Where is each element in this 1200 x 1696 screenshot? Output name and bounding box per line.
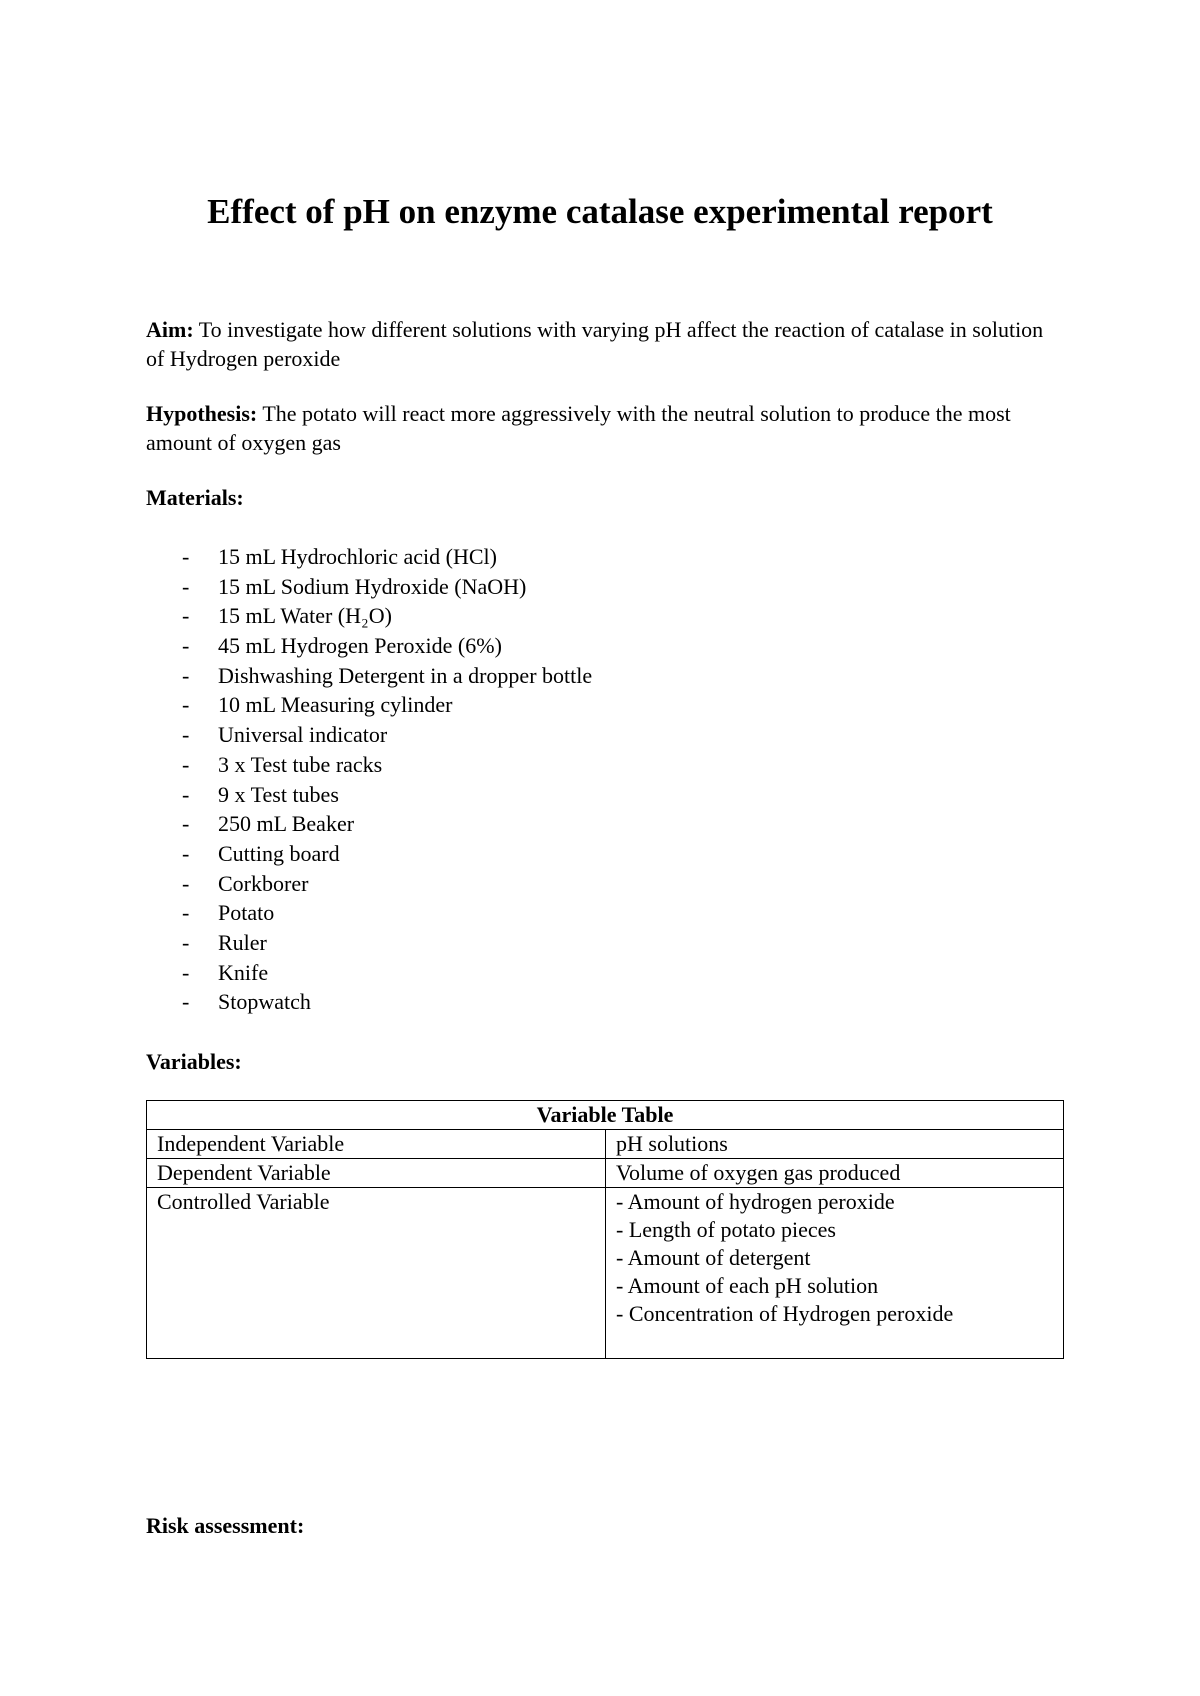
material-text: Corkborer <box>218 870 309 896</box>
aim-text: To investigate how different solutions with varying pH affect the reaction of catalase in solution of Hydrogen peroxide <box>146 317 1044 371</box>
material-text: Cutting board <box>218 840 340 866</box>
material-text: 250 mL Beaker <box>218 811 355 837</box>
variable-table <box>146 1100 1064 1359</box>
list-bullet: - <box>182 840 190 866</box>
aim-paragraph <box>146 316 1066 373</box>
table-row <box>147 1130 1064 1159</box>
list-item <box>146 780 1046 810</box>
aim-label: Aim: <box>146 317 194 342</box>
controlled-variable-line: - Amount of detergent <box>616 1245 811 1270</box>
list-item <box>146 898 1046 928</box>
list-bullet: - <box>182 692 190 718</box>
list-item <box>146 839 1046 869</box>
variable-value-cell <box>606 1188 1064 1359</box>
controlled-variable-line: - Amount of hydrogen peroxide <box>616 1189 895 1214</box>
controlled-variable-line: - Amount of each pH solution <box>616 1273 879 1298</box>
list-item <box>146 958 1046 988</box>
material-text: 45 mL Hydrogen Peroxide (6%) <box>218 633 502 659</box>
controlled-variable-line: - Concentration of Hydrogen peroxide <box>616 1301 954 1326</box>
material-text: Universal indicator <box>218 722 388 748</box>
list-item <box>146 690 1046 720</box>
list-bullet: - <box>182 870 190 896</box>
list-bullet: - <box>182 959 190 985</box>
list-bullet: - <box>182 544 190 569</box>
list-item <box>146 601 1046 631</box>
material-text: 15 mL Water (H₂O) <box>218 603 392 629</box>
hypothesis-text: The potato will react more aggressively with the neutral solution to produce the most amount of oxygen gas <box>146 401 1011 455</box>
list-bullet: - <box>182 781 190 807</box>
list-bullet: - <box>182 722 190 748</box>
material-text: 9 x Test tubes <box>218 781 339 807</box>
material-text: 15 mL Sodium Hydroxide (NaOH) <box>218 573 527 599</box>
variable-value-cell: pH solutions <box>606 1130 1064 1159</box>
variable-name-cell: Independent Variable <box>147 1130 606 1159</box>
variable-value-cell: Volume of oxygen gas produced <box>606 1159 1064 1188</box>
hypothesis-paragraph <box>146 400 1066 457</box>
list-item <box>146 869 1046 899</box>
list-bullet: - <box>182 662 190 688</box>
hypothesis-label: Hypothesis: <box>146 401 258 426</box>
material-text: Potato <box>218 900 275 926</box>
variables-heading: Variables: <box>146 1049 242 1074</box>
list-item <box>146 542 1046 572</box>
table-caption-row <box>147 1101 1064 1130</box>
list-bullet: - <box>182 603 190 629</box>
material-text: 15 mL Hydrochloric acid (HCl) <box>218 544 497 569</box>
table-row <box>147 1159 1064 1188</box>
material-text: Knife <box>218 959 269 985</box>
list-bullet: - <box>182 929 190 955</box>
table-caption: Variable Table <box>147 1101 1064 1130</box>
list-item <box>146 809 1046 839</box>
list-item <box>146 572 1046 602</box>
material-text: Ruler <box>218 929 267 955</box>
list-bullet: - <box>182 573 190 599</box>
list-item <box>146 928 1046 958</box>
list-item <box>146 987 1046 1017</box>
list-bullet: - <box>182 633 190 659</box>
list-item <box>146 631 1046 661</box>
list-item <box>146 750 1046 780</box>
table-row <box>147 1188 1064 1359</box>
list-bullet: - <box>182 751 190 777</box>
list-bullet: - <box>182 989 190 1015</box>
variable-name-cell: Dependent Variable <box>147 1159 606 1188</box>
materials-list <box>146 542 1046 1017</box>
document-title: Effect of pH on enzyme catalase experimental report <box>207 192 993 231</box>
variable-name-cell: Controlled Variable <box>147 1188 606 1359</box>
risk-assessment-heading: Risk assessment: <box>146 1513 305 1538</box>
materials-heading: Materials: <box>146 485 244 510</box>
list-item <box>146 720 1046 750</box>
controlled-variable-line: - Length of potato pieces <box>616 1217 836 1242</box>
material-text: Dishwashing Detergent in a dropper bottle <box>218 662 593 688</box>
material-text: Stopwatch <box>218 989 311 1015</box>
material-text: 3 x Test tube racks <box>218 751 383 777</box>
list-bullet: - <box>182 900 190 926</box>
material-text: 10 mL Measuring cylinder <box>218 692 453 718</box>
list-item <box>146 661 1046 691</box>
list-bullet: - <box>182 811 190 837</box>
